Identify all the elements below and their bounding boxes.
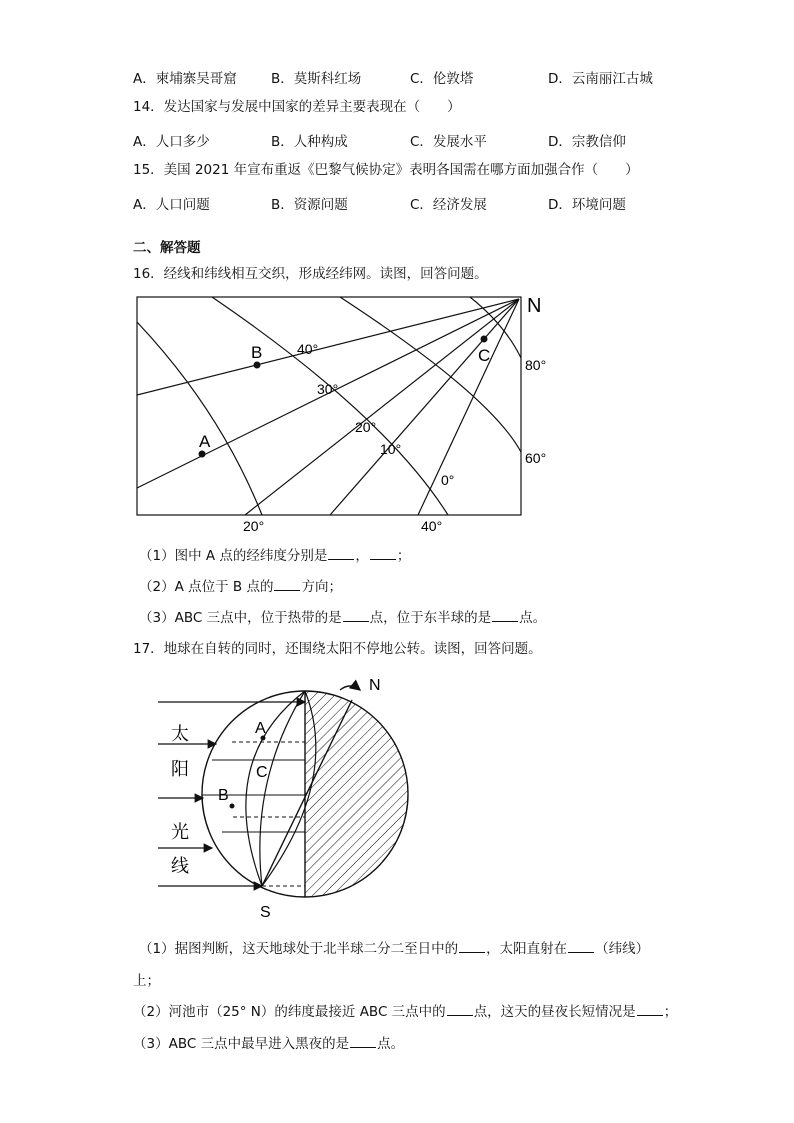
q16-sub2: （2）A 点位于 B 点的 方向； [139,579,342,595]
lat-label: 10° [380,441,402,457]
map-frame [137,297,521,515]
answer-blank[interactable] [568,940,594,953]
q14-option-c: C．发展水平 [410,134,487,150]
q15-option-d: D．环境问题 [548,197,626,213]
q15-option-b: B．资源问题 [271,197,348,213]
south-label: S [260,904,271,921]
q13-option-c: C．伦敦塔 [410,71,474,87]
sunlight-char: 太 [171,724,189,744]
point-c [481,336,488,343]
q15-option-c: C．经济发展 [410,197,487,213]
sunlight-char: 线 [171,856,189,876]
answer-blank[interactable] [459,940,485,953]
q16-sub3: （3）ABC 三点中，位于热带的是 点，位于东半球的是 点。 [139,610,547,626]
answer-blank[interactable] [492,609,518,622]
point-b [230,804,235,809]
meridian-arc [260,691,305,886]
q13-option-d: D．云南丽江古城 [548,71,653,87]
point-c-label: C [478,346,491,365]
lon-label-bottom: 20° [243,518,265,534]
sunlight-char: 光 [171,822,189,842]
answer-blank[interactable] [447,1003,473,1016]
answer-blank[interactable] [350,1035,376,1048]
answer-blank[interactable] [637,1003,663,1016]
point-a [199,451,206,458]
q13-option-b: B．莫斯科红场 [271,71,362,87]
q14-option-a: A．人口多少 [133,134,210,150]
answer-blank[interactable] [328,547,354,560]
q14-stem: 14．发达国家与发展中国家的差异主要表现在（ ） [133,99,461,115]
lat-label: 40° [297,341,319,357]
lon-label-bottom: 40° [421,518,443,534]
q14-option-d: D．宗教信仰 [548,134,626,150]
north-label: N [369,677,381,694]
answer-blank[interactable] [370,547,396,560]
q17-sub1-cont: 上； [133,973,160,989]
answer-blank[interactable] [343,609,369,622]
point-a-label: A [255,720,266,737]
lat-label: 0° [441,472,455,488]
point-b-label: B [251,343,263,362]
point-b-label: B [218,787,229,804]
q17-stem: 17．地球在自转的同时，还围绕太阳不停地公转。读图，回答问题。 [133,641,542,657]
sunlight-char: 阳 [171,759,189,779]
q17-sub3: （3）ABC 三点中最早进入黑夜的是 点。 [133,1036,405,1052]
q14-option-b: B．人种构成 [271,134,348,150]
q17-sub2: （2）河池市（25° N）的纬度最接近 ABC 三点中的 点，这天的昼夜长短情况是 ； [133,1004,678,1020]
q16-sub1: （1）图中 A 点的经纬度分别是 ， ； [139,548,411,564]
answer-blank[interactable] [274,578,300,591]
meridian-line [245,299,519,515]
night-hemisphere [305,690,410,900]
section-title: 二、解答题 [133,240,201,256]
point-a-label: A [199,432,211,451]
parallel-arc [137,322,262,515]
lat-label: 20° [355,419,377,435]
q15-option-a: A．人口问题 [133,197,210,213]
q13-option-a: A．柬埔寨吴哥窟 [133,71,237,87]
q17-sub1: （1）据图判断，这天地球处于北半球二分二至日中的 ，太阳直射在 （纬线） [139,941,650,957]
lat-label: 30° [317,381,339,397]
lon-label-right: 80° [525,357,547,373]
q15-stem: 15．美国 2021 年宣布重返《巴黎气候协定》表明各国需在哪方面加强合作（ ） [133,162,639,178]
q16-stem: 16．经线和纬线相互交织，形成经纬网。读图，回答问题。 [133,266,488,282]
point-c-label: C [256,764,268,781]
lon-label-right: 60° [525,450,547,466]
graticule-diagram [125,288,555,538]
point-b [254,362,261,369]
rotation-arrow [340,686,360,690]
pole-label: N [527,295,542,317]
earth-revolution-diagram [150,668,420,928]
